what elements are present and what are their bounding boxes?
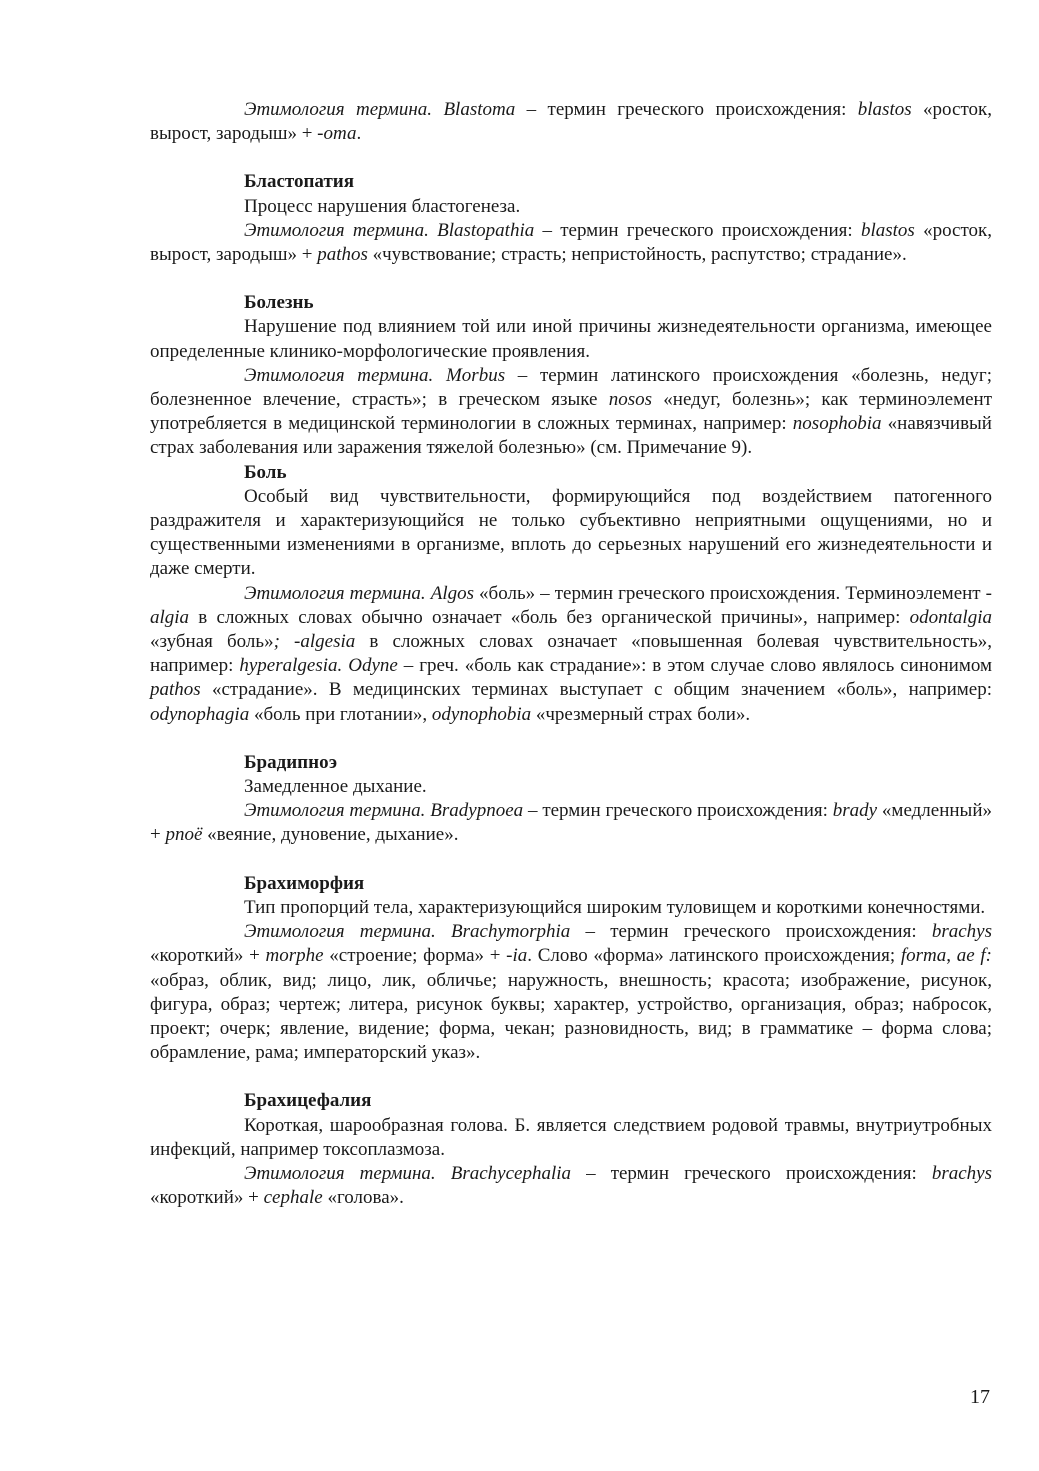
- etymology-intro: Этимология термина.: [244, 800, 426, 822]
- etymology-intro: Этимология термина.: [244, 219, 429, 241]
- entry-blastoma: [150, 98, 992, 146]
- etymology-paragraph: [150, 219, 992, 267]
- etymology-paragraph: [150, 1162, 992, 1210]
- latin-term: blastos: [857, 99, 912, 120]
- latin-term: pathos: [150, 679, 201, 701]
- etymology-intro: Этимология термина.: [244, 582, 426, 604]
- etymology-paragraph: [150, 799, 992, 847]
- spacer: [150, 146, 992, 170]
- etymology-segment: – термин греческого происхождения:: [523, 800, 833, 822]
- etymology-intro: Этимология термина.: [244, 921, 436, 943]
- etymology-segment: «зубная боль»: [150, 631, 274, 653]
- definition-paragraph: Нарушение под влиянием той или иной причины жизнедеятельности организма, имеющее определенные клинико-морфологические проявления.: [150, 316, 992, 362]
- etymology-paragraph: [150, 920, 992, 1065]
- etymology-segment: «страдание». В медицинских терминах выступает с общим значением «боль», например:: [200, 679, 992, 701]
- etymology-segment: . Слово «форма» латинского происхождения;: [527, 945, 901, 967]
- etymology-segment: .: [356, 123, 362, 145]
- latin-term: hyperalgesia. Odyne: [239, 655, 398, 677]
- etymology-intro: Этимология термина.: [244, 99, 433, 120]
- definition-paragraph: Особый вид чувствительности, формирующийся под воздействием патогенного раздражителя и характеризующийся не только субъективно неприятными ощущениями, но и существенными изменениями в организме, вплоть до серьезных нарушений его жизнедеятельности и даже смерти.: [150, 485, 992, 580]
- latin-term: pnoё: [165, 824, 203, 846]
- etymology-segment: – термин греческого происхождения:: [515, 99, 858, 120]
- term-heading: Бластопатия: [244, 171, 355, 193]
- latin-term: Bradypnoea: [430, 800, 524, 822]
- etymology-intro: Этимология термина.: [244, 1162, 436, 1184]
- etymology-paragraph: [150, 98, 992, 146]
- entry-bolezn: [150, 291, 992, 460]
- etymology-segment: «веяние, дуновение, дыхание».: [202, 824, 459, 846]
- etymology-segment: – греч. «боль как страдание»: в этом случае слово являлось синонимом: [397, 655, 993, 677]
- spacer: [150, 727, 992, 751]
- latin-term: brachys: [931, 1162, 993, 1184]
- etymology-segment: «медленный» +: [150, 800, 992, 846]
- latin-term: Morbus: [445, 364, 506, 386]
- entry-blastopathia: [150, 170, 992, 267]
- etymology-paragraph: [150, 582, 992, 727]
- latin-term: odynophobia: [431, 703, 532, 725]
- definition-paragraph: Короткая, шарообразная голова. Б. является следствием родовой травмы, внутриутробных инфекций, например токсоплазмоза.: [150, 1114, 992, 1160]
- latin-term: ота: [323, 123, 357, 145]
- etymology-segment: «короткий» +: [150, 1187, 264, 1209]
- document-page: [150, 98, 992, 1210]
- page-number: 17: [970, 1386, 990, 1408]
- latin-term: ia: [512, 945, 528, 967]
- latin-term: Blastoma: [443, 99, 516, 120]
- latin-term: odynophagia: [150, 703, 250, 725]
- etymology-segment: – термин греческого происхождения:: [534, 219, 861, 241]
- latin-term: Brachymorphia: [451, 921, 571, 943]
- etymology-segment: «образ, облик, вид; лицо, лик, обличье; наружность, внешность; красота; изображение, рисунок, фигура, образ; чертеж; литера, рисунок буквы; характер, устройство, организация, образ; набросок, проект; очерк; явление, видение; форма, чекан; разновидность, вид; в грамматике – форма слова; обрамление, рама; императорский указ».: [150, 969, 992, 1064]
- latin-term: brachys: [931, 921, 992, 943]
- latin-term: pathos: [317, 244, 368, 266]
- etymology-segment: «чрезмерный страх боли».: [531, 703, 751, 725]
- entry-bradipnoe: [150, 751, 992, 848]
- etymology-segment: «навязчивый страх заболевания или заражения тяжелой болезнью» (см. Примечание 9).: [150, 413, 992, 459]
- term-heading: Болезнь: [244, 292, 314, 314]
- spacer: [150, 848, 992, 872]
- etymology-segment: в сложных словах обычно означает «боль без органической причины», например:: [189, 606, 910, 628]
- etymology-intro: Этимология термина.: [244, 364, 434, 386]
- definition-paragraph: Процесс нарушения бластогенеза.: [244, 195, 521, 217]
- etymology-segment: «боль» – термин греческого происхождения. Терминоэлемент -: [474, 582, 992, 604]
- latin-term: ae f:: [956, 945, 992, 967]
- latin-term: ; -algesia: [273, 631, 356, 653]
- term-heading: Брахицефалия: [244, 1090, 372, 1112]
- etymology-segment: «росток, вырост, зародыш» + -: [150, 99, 992, 145]
- term-heading: Брахиморфия: [244, 872, 365, 894]
- term-heading: Боль: [244, 461, 287, 483]
- latin-term: algia: [150, 606, 190, 628]
- spacer: [150, 267, 992, 291]
- definition-paragraph: Замедленное дыхание.: [244, 776, 427, 798]
- etymology-segment: – термин греческого происхождения:: [571, 1162, 932, 1184]
- etymology-text: [150, 921, 992, 1063]
- latin-term: cephale: [263, 1187, 323, 1209]
- etymology-segment: «голова».: [322, 1187, 404, 1209]
- etymology-segment: «чувствование; страсть; непристойность, распутство; страдание».: [367, 244, 907, 266]
- latin-term: Algos: [430, 582, 474, 604]
- etymology-segment: ,: [946, 945, 957, 967]
- entry-brahicefalia: [150, 1089, 992, 1210]
- etymology-paragraph: [150, 364, 992, 461]
- etymology-segment: «строение; форма» + -: [323, 945, 513, 967]
- term-heading: Брадипноэ: [244, 751, 338, 773]
- latin-term: nosophobia: [792, 413, 882, 435]
- etymology-segment: «росток, вырост, зародыш» +: [150, 219, 993, 266]
- etymology-segment: «короткий» +: [150, 945, 266, 967]
- latin-term: blastos: [860, 219, 915, 241]
- etymology-segment: «недуг, болезнь»; как терминоэлемент употребляется в медицинской терминологии в сложных терминах, например:: [150, 389, 992, 435]
- spacer: [150, 1065, 992, 1089]
- latin-term: morphe: [265, 945, 324, 967]
- entry-brahimorfia: [150, 872, 992, 1066]
- latin-term: nosos: [608, 389, 653, 411]
- etymology-segment: – термин греческого происхождения:: [570, 921, 932, 943]
- etymology-segment: «боль при глотании»,: [249, 703, 432, 725]
- latin-term: forma: [900, 945, 947, 967]
- latin-term: brady: [832, 800, 878, 822]
- latin-term: Brachycephalia: [450, 1162, 572, 1184]
- etymology-segment: в сложных словах означает «повышенная болевая чувствительность», например:: [150, 631, 993, 677]
- definition-paragraph: Тип пропорций тела, характеризующийся широким туловищем и короткими конечностями.: [244, 896, 986, 918]
- etymology-segment: – термин латинского происхождения «болезнь, недуг; болезненное влечение, страсть»; в греческом языке: [150, 364, 993, 411]
- entry-bol: [150, 461, 992, 727]
- latin-term: Blastopathia: [437, 219, 535, 241]
- latin-term: odontalgia: [909, 606, 992, 628]
